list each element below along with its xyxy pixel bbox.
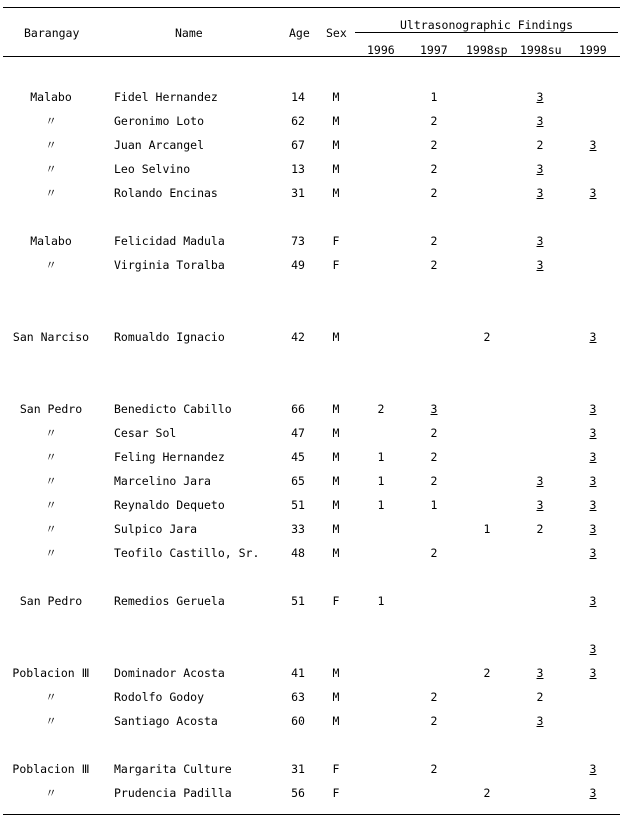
name-cell: Prudencia Padilla	[114, 786, 232, 800]
header-year-1996: 1996	[367, 43, 395, 57]
sex-cell: M	[332, 714, 340, 728]
finding-cell: 3	[536, 114, 544, 128]
sex-cell: M	[332, 690, 340, 704]
name-cell: Dominador Acosta	[114, 666, 225, 680]
header-year-1999: 1999	[579, 43, 607, 57]
name-cell: Cesar Sol	[114, 426, 177, 440]
finding-cell: 2	[430, 546, 438, 560]
finding-cell: 3	[536, 666, 544, 680]
name-cell: Rolando Encinas	[114, 186, 218, 200]
header-findings: Ultrasonographic Findings	[400, 18, 574, 32]
sex-cell: M	[332, 162, 340, 176]
finding-cell: 3	[589, 402, 597, 416]
header-year-1998su: 1998su	[520, 43, 562, 57]
name-cell: Margarita Culture	[114, 762, 232, 776]
age-cell: 67	[291, 138, 305, 152]
name-cell: Benedicto Cabillo	[114, 402, 232, 416]
finding-cell: 3	[589, 666, 597, 680]
sex-cell: F	[332, 594, 340, 608]
finding-cell: 3	[589, 474, 597, 488]
name-cell: Fidel Hernandez	[114, 90, 218, 104]
name-cell: Reynaldo Dequeto	[114, 498, 225, 512]
name-cell: Leo Selvino	[114, 162, 191, 176]
header-year-1997: 1997	[420, 43, 448, 57]
finding-cell: 3	[589, 426, 597, 440]
finding-cell: 2	[483, 786, 491, 800]
sex-cell: M	[332, 138, 340, 152]
finding-cell: 1	[377, 594, 385, 608]
header-sex: Sex	[326, 26, 347, 40]
age-cell: 62	[291, 114, 305, 128]
barangay-cell: 〃	[45, 714, 57, 728]
age-cell: 13	[291, 162, 305, 176]
finding-cell: 2	[430, 426, 438, 440]
sex-cell: M	[332, 90, 340, 104]
finding-cell: 1	[377, 450, 385, 464]
barangay-cell: Malabo	[30, 234, 72, 248]
sex-cell: M	[332, 450, 340, 464]
sex-cell: F	[332, 762, 340, 776]
finding-cell: 1	[377, 498, 385, 512]
finding-cell: 3	[536, 714, 544, 728]
finding-cell: 3	[589, 786, 597, 800]
finding-cell: 3	[536, 234, 544, 248]
name-cell: Feling Hernandez	[114, 450, 225, 464]
finding-cell: 2	[483, 330, 491, 344]
finding-cell: 3	[536, 162, 544, 176]
finding-cell: 3	[589, 330, 597, 344]
name-cell: Geronimo Loto	[114, 114, 205, 128]
sex-cell: M	[332, 474, 340, 488]
age-cell: 60	[291, 714, 305, 728]
header-name: Name	[175, 26, 203, 40]
age-cell: 31	[291, 762, 305, 776]
finding-cell: 2	[536, 690, 544, 704]
finding-cell: 3	[536, 474, 544, 488]
finding-cell: 3	[536, 498, 544, 512]
finding-cell: 3	[589, 762, 597, 776]
barangay-cell: Malabo	[30, 90, 72, 104]
sex-cell: M	[332, 546, 340, 560]
finding-cell: 1	[483, 522, 491, 536]
header-barangay: Barangay	[24, 26, 80, 40]
age-cell: 31	[291, 186, 305, 200]
finding-cell: 3	[589, 138, 597, 152]
age-cell: 45	[291, 450, 305, 464]
sex-cell: M	[332, 666, 340, 680]
age-cell: 14	[291, 90, 305, 104]
age-cell: 65	[291, 474, 305, 488]
barangay-cell: 〃	[45, 138, 57, 152]
barangay-cell: 〃	[45, 258, 57, 272]
finding-cell: 3	[589, 642, 597, 656]
name-cell: Romualdo Ignacio	[114, 330, 225, 344]
barangay-cell: 〃	[45, 114, 57, 128]
barangay-cell: San Pedro	[19, 594, 83, 608]
name-cell: Juan Arcangel	[114, 138, 205, 152]
sex-cell: M	[332, 522, 340, 536]
barangay-cell: 〃	[45, 546, 57, 560]
age-cell: 51	[291, 594, 305, 608]
age-cell: 42	[291, 330, 305, 344]
barangay-cell: Poblacion Ⅲ	[12, 666, 90, 680]
finding-cell: 2	[483, 666, 491, 680]
finding-cell: 2	[430, 186, 438, 200]
barangay-cell: San Pedro	[19, 402, 83, 416]
age-cell: 51	[291, 498, 305, 512]
sex-cell: M	[332, 330, 340, 344]
header-year-1998sp: 1998sp	[466, 43, 508, 57]
finding-cell: 3	[589, 186, 597, 200]
finding-cell: 1	[377, 474, 385, 488]
finding-cell: 3	[536, 186, 544, 200]
age-cell: 47	[291, 426, 305, 440]
finding-cell: 2	[536, 522, 544, 536]
barangay-cell: Poblacion Ⅲ	[12, 762, 90, 776]
finding-cell: 2	[536, 138, 544, 152]
finding-cell: 2	[430, 162, 438, 176]
age-cell: 33	[291, 522, 305, 536]
age-cell: 49	[291, 258, 305, 272]
sex-cell: M	[332, 186, 340, 200]
finding-cell: 2	[430, 762, 438, 776]
barangay-cell: 〃	[45, 426, 57, 440]
finding-cell: 3	[536, 90, 544, 104]
barangay-cell: 〃	[45, 690, 57, 704]
name-cell: Remedios Geruela	[114, 594, 225, 608]
finding-cell: 2	[430, 258, 438, 272]
age-cell: 73	[291, 234, 305, 248]
finding-cell: 2	[430, 114, 438, 128]
finding-cell: 3	[589, 594, 597, 608]
finding-cell: 3	[430, 402, 438, 416]
name-cell: Virginia Toralba	[114, 258, 225, 272]
name-cell: Santiago Acosta	[114, 714, 218, 728]
sex-cell: M	[332, 114, 340, 128]
sex-cell: M	[332, 402, 340, 416]
finding-cell: 3	[536, 258, 544, 272]
name-cell: Rodolfo Godoy	[114, 690, 205, 704]
finding-cell: 2	[430, 138, 438, 152]
sex-cell: F	[332, 786, 340, 800]
finding-cell: 3	[589, 546, 597, 560]
finding-cell: 2	[430, 714, 438, 728]
finding-cell: 1	[430, 90, 438, 104]
finding-cell: 2	[430, 450, 438, 464]
age-cell: 63	[291, 690, 305, 704]
sex-cell: F	[332, 258, 340, 272]
finding-cell: 2	[430, 234, 438, 248]
barangay-cell: 〃	[45, 474, 57, 488]
name-cell: Marcelino Jara	[114, 474, 211, 488]
barangay-cell: 〃	[45, 162, 57, 176]
sex-cell: F	[332, 234, 340, 248]
barangay-cell: 〃	[45, 522, 57, 536]
name-cell: Teofilo Castillo, Sr.	[114, 546, 260, 560]
age-cell: 41	[291, 666, 305, 680]
finding-cell: 1	[430, 498, 438, 512]
barangay-cell: 〃	[45, 450, 57, 464]
barangay-cell: San Narciso	[12, 330, 90, 344]
barangay-cell: 〃	[45, 186, 57, 200]
sex-cell: M	[332, 426, 340, 440]
barangay-cell: 〃	[45, 786, 57, 800]
age-cell: 48	[291, 546, 305, 560]
finding-cell: 3	[589, 450, 597, 464]
finding-cell: 2	[430, 690, 438, 704]
finding-cell: 2	[377, 402, 385, 416]
finding-cell: 3	[589, 498, 597, 512]
barangay-cell: 〃	[45, 498, 57, 512]
header-age: Age	[289, 26, 310, 40]
sex-cell: M	[332, 498, 340, 512]
age-cell: 56	[291, 786, 305, 800]
age-cell: 66	[291, 402, 305, 416]
name-cell: Sulpico Jara	[114, 522, 198, 536]
finding-cell: 2	[430, 474, 438, 488]
finding-cell: 3	[589, 522, 597, 536]
name-cell: Felicidad Madula	[114, 234, 225, 248]
